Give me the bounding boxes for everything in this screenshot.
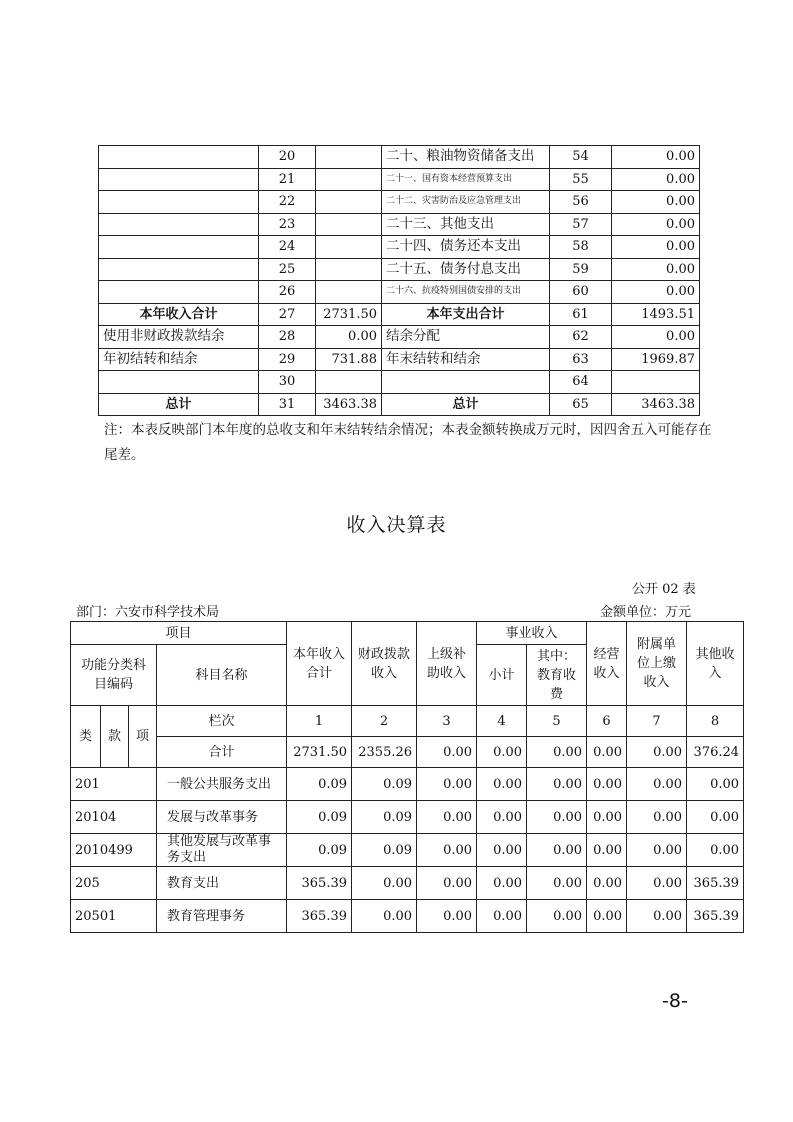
amount-cell: 0.09 <box>287 801 352 834</box>
amount-cell: 365.39 <box>687 900 744 933</box>
left-line-number: 28 <box>259 326 316 349</box>
amount-cell: 365.39 <box>287 867 352 900</box>
right-amount: 1493.51 <box>612 303 700 326</box>
table-row <box>99 348 700 371</box>
amount-cell: 0.09 <box>352 768 417 801</box>
right-label <box>382 371 550 394</box>
right-label: 二十四、债务还本支出 <box>382 236 550 259</box>
table-row <box>71 768 744 801</box>
table-row <box>99 326 700 349</box>
amount-cell: 0.00 <box>627 768 687 801</box>
header-career: 事业收入 <box>477 622 587 645</box>
header-other: 其他收入 <box>687 622 744 706</box>
amount-cell: 0.00 <box>687 801 744 834</box>
left-line-number: 30 <box>259 371 316 394</box>
header-subsidy: 上级补助收入 <box>417 622 477 706</box>
table-row <box>71 867 744 900</box>
col-num: 2 <box>352 706 417 737</box>
amount-cell: 0.09 <box>352 834 417 867</box>
header-func-code: 功能分类科目编码 <box>71 645 157 706</box>
left-line-number: 21 <box>259 168 316 191</box>
left-amount <box>316 146 382 169</box>
right-amount: 1969.87 <box>612 348 700 371</box>
right-line-number: 58 <box>550 236 612 259</box>
col-num: 8 <box>687 706 744 737</box>
left-amount: 0.00 <box>316 326 382 349</box>
left-line-number: 29 <box>259 348 316 371</box>
left-label: 年初结转和结余 <box>99 348 259 371</box>
right-label: 二十一、国有资本经营预算支出 <box>382 168 550 191</box>
total-value: 0.00 <box>587 737 627 768</box>
right-label: 二十三、其他支出 <box>382 213 550 236</box>
amount-cell: 0.00 <box>477 834 527 867</box>
left-line-number: 23 <box>259 213 316 236</box>
table-row <box>71 900 744 933</box>
left-label <box>99 213 259 236</box>
header-lei: 类 <box>71 706 101 768</box>
left-label <box>99 168 259 191</box>
total-value: 2355.26 <box>352 737 417 768</box>
right-line-number: 64 <box>550 371 612 394</box>
subject-name: 一般公共服务支出 <box>157 768 287 801</box>
total-value: 376.24 <box>687 737 744 768</box>
left-label <box>99 281 259 304</box>
right-label: 本年支出合计 <box>382 303 550 326</box>
amount-cell: 0.09 <box>287 834 352 867</box>
amount-cell: 0.00 <box>627 834 687 867</box>
table-row <box>99 146 700 169</box>
table-row <box>71 834 744 867</box>
amount-cell: 365.39 <box>287 900 352 933</box>
col-num: 1 <box>287 706 352 737</box>
table-row <box>99 191 700 214</box>
left-label: 本年收入合计 <box>99 303 259 326</box>
right-amount: 0.00 <box>612 146 700 169</box>
subject-name: 教育支出 <box>157 867 287 900</box>
header-item: 项目 <box>71 622 287 645</box>
total-value: 0.00 <box>417 737 477 768</box>
table-row <box>99 393 700 416</box>
header-subject-name: 科目名称 <box>157 645 287 706</box>
col-label: 栏次 <box>157 706 287 737</box>
subject-code: 20501 <box>71 900 157 933</box>
table-row <box>99 168 700 191</box>
amount-cell: 0.00 <box>477 801 527 834</box>
total-label: 合计 <box>157 737 287 768</box>
header-affiliated: 附属单位上缴收入 <box>627 622 687 706</box>
right-amount: 0.00 <box>612 191 700 214</box>
left-label <box>99 258 259 281</box>
table-row <box>71 801 744 834</box>
header-total: 本年收入合计 <box>287 622 352 706</box>
amount-cell: 365.39 <box>687 867 744 900</box>
amount-cell: 0.00 <box>417 768 477 801</box>
subject-name: 其他发展与改革事务支出 <box>157 834 287 867</box>
right-amount: 0.00 <box>612 236 700 259</box>
amount-cell: 0.00 <box>417 834 477 867</box>
total-value: 0.00 <box>477 737 527 768</box>
right-line-number: 59 <box>550 258 612 281</box>
subject-name: 发展与改革事务 <box>157 801 287 834</box>
amount-cell: 0.00 <box>352 900 417 933</box>
amount-unit-label: 金额单位：万元 <box>600 605 692 620</box>
right-label: 二十、粮油物资储备支出 <box>382 146 550 169</box>
table-row <box>99 213 700 236</box>
right-label: 二十二、灾害防治及应急管理支出 <box>382 191 550 214</box>
right-line-number: 55 <box>550 168 612 191</box>
table-row <box>99 236 700 259</box>
left-amount <box>316 281 382 304</box>
income-table <box>70 621 744 933</box>
col-num: 4 <box>477 706 527 737</box>
amount-cell: 0.00 <box>587 801 627 834</box>
header-subtotal: 小计 <box>477 645 527 706</box>
right-label: 二十六、抗疫特别国债安排的支出 <box>382 281 550 304</box>
amount-cell: 0.00 <box>417 900 477 933</box>
header-fiscal: 财政拨款收入 <box>352 622 417 706</box>
left-label <box>99 146 259 169</box>
right-amount <box>612 371 700 394</box>
amount-cell: 0.00 <box>687 768 744 801</box>
right-line-number: 56 <box>550 191 612 214</box>
amount-cell: 0.00 <box>417 867 477 900</box>
right-amount: 3463.38 <box>612 393 700 416</box>
summary-table <box>98 145 700 416</box>
left-amount: 3463.38 <box>316 393 382 416</box>
right-amount: 0.00 <box>612 168 700 191</box>
right-label: 二十五、债务付息支出 <box>382 258 550 281</box>
right-label: 结余分配 <box>382 326 550 349</box>
left-label: 总计 <box>99 393 259 416</box>
header-edu-fee: 其中：教育收费 <box>527 645 587 706</box>
amount-cell: 0.00 <box>687 834 744 867</box>
left-amount <box>316 258 382 281</box>
left-label <box>99 236 259 259</box>
header-kuan: 款 <box>101 706 129 768</box>
right-label: 年末结转和结余 <box>382 348 550 371</box>
department-label: 部门：六安市科学技术局 <box>76 605 220 620</box>
amount-cell: 0.00 <box>417 801 477 834</box>
subject-name: 教育管理事务 <box>157 900 287 933</box>
right-amount: 0.00 <box>612 258 700 281</box>
right-label: 总计 <box>382 393 550 416</box>
left-line-number: 25 <box>259 258 316 281</box>
amount-cell: 0.00 <box>477 900 527 933</box>
left-amount <box>316 168 382 191</box>
right-line-number: 62 <box>550 326 612 349</box>
right-amount: 0.00 <box>612 213 700 236</box>
header-operating: 经营收入 <box>587 622 627 706</box>
right-line-number: 61 <box>550 303 612 326</box>
left-amount <box>316 191 382 214</box>
amount-cell: 0.00 <box>587 867 627 900</box>
left-amount: 2731.50 <box>316 303 382 326</box>
amount-cell: 0.00 <box>587 900 627 933</box>
left-amount <box>316 236 382 259</box>
amount-cell: 0.00 <box>477 867 527 900</box>
amount-cell: 0.00 <box>527 768 587 801</box>
table-note: 注：本表反映部门本年度的总收支和年末结转结余情况；本表金额转换成万元时，因四舍五入可能存在尾差。 <box>104 422 712 463</box>
form-number: 公开 02 表 <box>632 582 696 597</box>
left-amount: 731.88 <box>316 348 382 371</box>
subject-code: 205 <box>71 867 157 900</box>
amount-cell: 0.00 <box>527 867 587 900</box>
subject-code: 20104 <box>71 801 157 834</box>
amount-cell: 0.00 <box>587 768 627 801</box>
right-line-number: 63 <box>550 348 612 371</box>
amount-cell: 0.09 <box>287 768 352 801</box>
amount-cell: 0.09 <box>352 801 417 834</box>
subject-code: 201 <box>71 768 157 801</box>
amount-cell: 0.00 <box>527 801 587 834</box>
left-amount <box>316 371 382 394</box>
left-line-number: 24 <box>259 236 316 259</box>
amount-cell: 0.00 <box>477 768 527 801</box>
amount-cell: 0.00 <box>627 900 687 933</box>
page-title: 收入决算表 <box>346 514 447 536</box>
amount-cell: 0.00 <box>352 867 417 900</box>
amount-cell: 0.00 <box>527 900 587 933</box>
total-value: 0.00 <box>527 737 587 768</box>
page-number: -8- <box>662 990 688 1012</box>
table-row <box>99 281 700 304</box>
left-line-number: 22 <box>259 191 316 214</box>
col-num: 7 <box>627 706 687 737</box>
left-line-number: 20 <box>259 146 316 169</box>
total-value: 0.00 <box>627 737 687 768</box>
left-amount <box>316 213 382 236</box>
col-num: 3 <box>417 706 477 737</box>
table-row <box>99 258 700 281</box>
table-row <box>99 303 700 326</box>
left-line-number: 27 <box>259 303 316 326</box>
left-label <box>99 371 259 394</box>
right-line-number: 60 <box>550 281 612 304</box>
left-label: 使用非财政拨款结余 <box>99 326 259 349</box>
right-line-number: 65 <box>550 393 612 416</box>
table-row <box>99 371 700 394</box>
amount-cell: 0.00 <box>527 834 587 867</box>
right-amount: 0.00 <box>612 326 700 349</box>
total-value: 2731.50 <box>287 737 352 768</box>
right-line-number: 57 <box>550 213 612 236</box>
col-num: 5 <box>527 706 587 737</box>
amount-cell: 0.00 <box>587 834 627 867</box>
amount-cell: 0.00 <box>627 801 687 834</box>
left-label <box>99 191 259 214</box>
right-amount: 0.00 <box>612 281 700 304</box>
left-line-number: 31 <box>259 393 316 416</box>
col-num: 6 <box>587 706 627 737</box>
right-line-number: 54 <box>550 146 612 169</box>
left-line-number: 26 <box>259 281 316 304</box>
header-xiang: 项 <box>129 706 157 768</box>
subject-code: 2010499 <box>71 834 157 867</box>
amount-cell: 0.00 <box>627 867 687 900</box>
